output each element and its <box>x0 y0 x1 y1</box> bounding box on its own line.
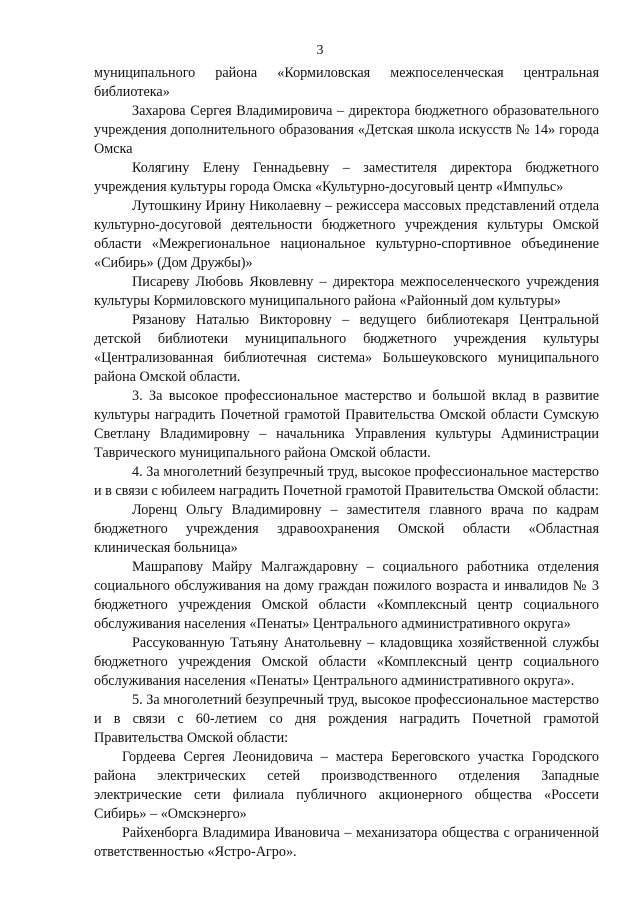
paragraph-raikhenborg: Райхенборга Владимира Ивановича – механизатора общества с ограниченной ответственностью «Ястро-Агро». <box>94 825 599 860</box>
paragraph-library-continuation: муниципального района «Кормиловская межпоселенческая центральная библиотека» <box>94 65 599 100</box>
paragraph-lutoshkina: Лутошкину Ирину Николаевну – режиссера массовых представлений отдела культурно-досуговой деятельности бюджетного учреждения культуры Омской области «Межрегиональное национальное культурно-спортивное объединение «Сибирь» (Дом Дружбы)» <box>94 198 599 271</box>
paragraph-zakharov: Захарова Сергея Владимировича – директора бюджетного образовательного учреждения дополнительного образования «Детская школа искусств № 14» города Омска <box>94 103 599 157</box>
paragraph-gordeev: Гордеева Сергея Леонидовича – мастера Береговского участка Городского района электрических сетей производственного отделения Западные электрические сети филиала публичного акционерного общества «Россети Сибирь» – «Омскэнерго» <box>94 749 599 822</box>
paragraph-lorents: Лоренц Ольгу Владимировну – заместителя главного врача по кадрам бюджетного учреждения здравоохранения Омской области «Областная клиническая больница» <box>94 502 599 556</box>
paragraph-item-3: 3. За высокое профессиональное мастерство и большой вклад в развитие культуры наградить Почетной грамотой Правительства Омской области Сумскую Светлану Владимировну – начальника Управления культуры Администрации Таврического муниципального района Омской области. <box>94 388 599 461</box>
paragraph-ryazanova: Рязанову Наталью Викторовну – ведущего библиотекаря Центральной детской библиотеки муниципального бюджетного учреждения культуры «Централизованная библиотечная система» Большеуковского муниципального района Омской области. <box>94 312 599 385</box>
paragraph-kolyagina: Колягину Елену Геннадьевну – заместителя директора бюджетного учреждения культуры города Омска «Культурно-досуговый центр «Импульс» <box>94 160 599 195</box>
page-number: 3 <box>316 43 324 58</box>
document-body <box>94 64 599 862</box>
paragraph-item-4: 4. За многолетний безупречный труд, высокое профессиональное мастерство и в связи с юбилеем наградить Почетной грамотой Правительства Омской области: <box>94 464 599 499</box>
paragraph-pisareva: Писареву Любовь Яковлевну – директора межпоселенческого учреждения культуры Кормиловского муниципального района «Районный дом культуры» <box>94 274 599 309</box>
paragraph-mashrapova: Машрапову Майру Малгаждаровну – социального работника отделения социального обслуживания на дому граждан пожилого возраста и инвалидов № 3 бюджетного учреждения Омской области «Комплексный центр социального обслуживания населения «Пенаты» Центрального административного округа» <box>94 559 599 632</box>
paragraph-rassukovannaya: Рассукованную Татьяну Анатольевну – кладовщика хозяйственной службы бюджетного учреждения Омской области «Комплексный центр социального обслуживания населения «Пенаты» Центрального административного округа». <box>94 635 599 689</box>
paragraph-item-5: 5. За многолетний безупречный труд, высокое профессиональное мастерство и в связи с 60-летием со дня рождения наградить Почетной грамотой Правительства Омской области: <box>94 692 599 746</box>
